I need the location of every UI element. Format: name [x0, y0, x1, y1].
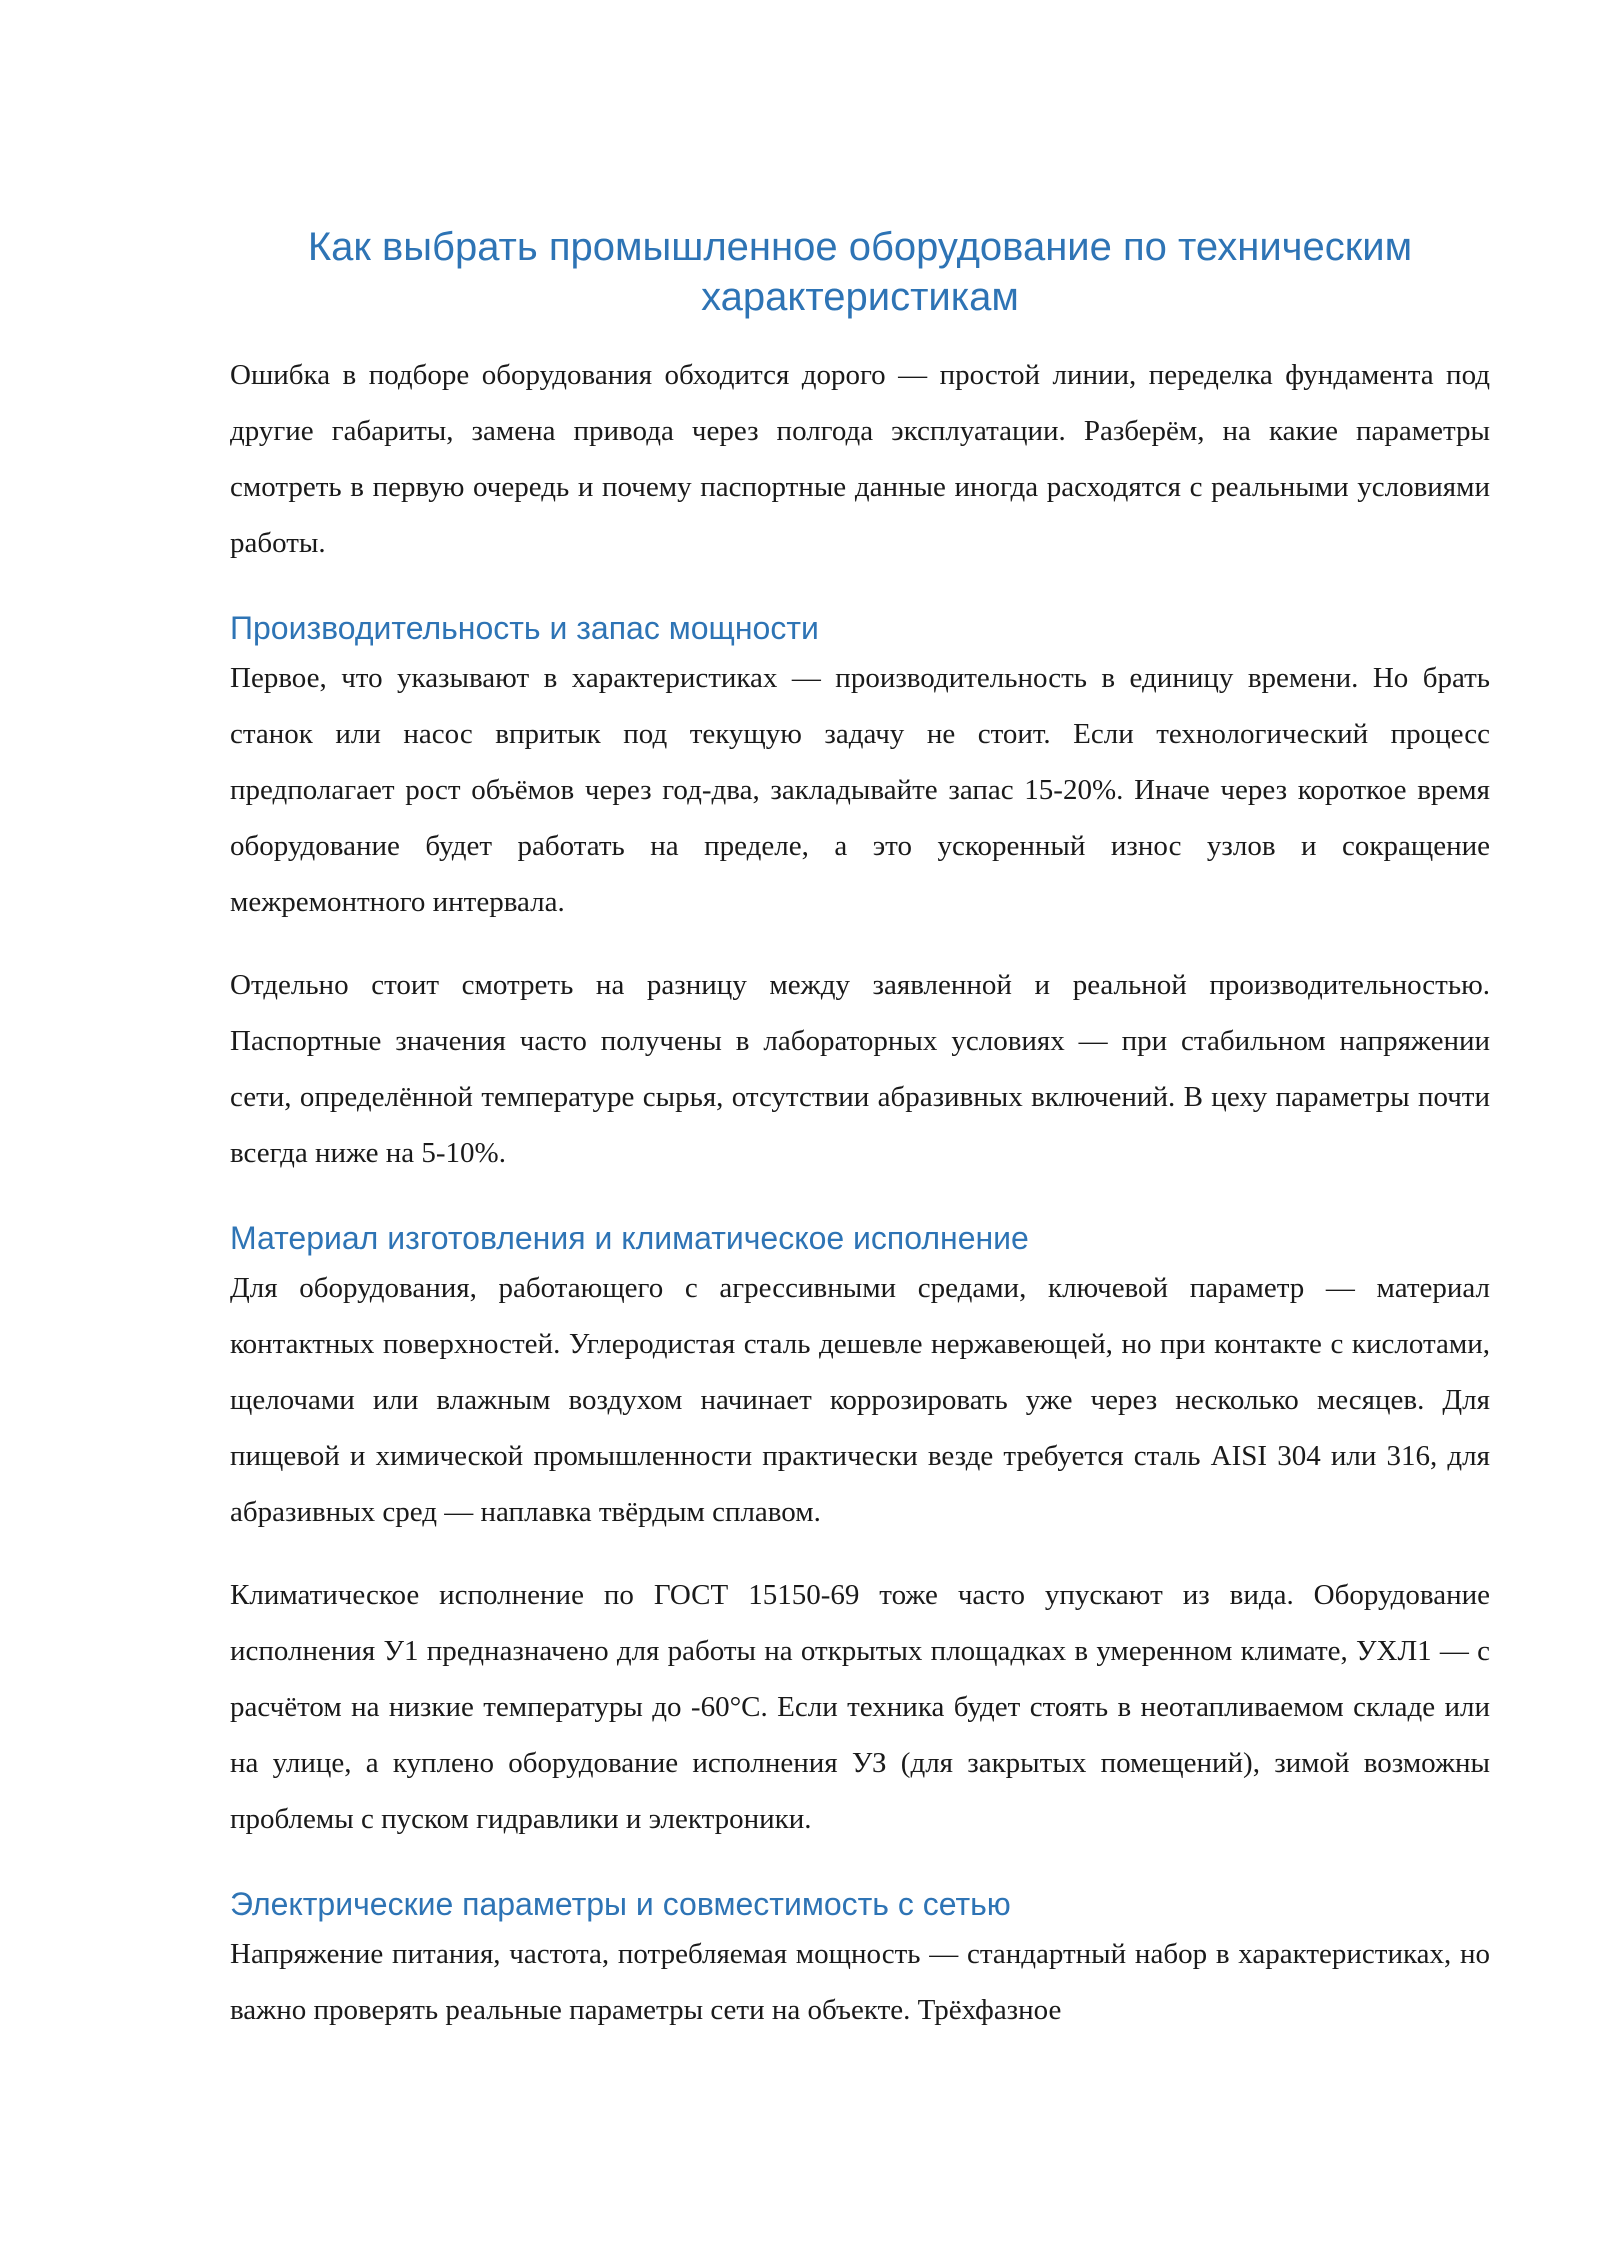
- section-performance: [230, 608, 1490, 1181]
- page-title: Как выбрать промышленное оборудование по техническим характеристикам: [307, 225, 1413, 319]
- body-paragraph: Первое, что указывают в характеристиках — производительность в единицу времени. Но брать станок или насос впритык под текущую задачу не стоит. Если технологический процесс предполагает рост объёмов через год-два, закладывайте запас 15-20%. Иначе через короткое время оборудование будет работать на пределе, а это ускоренный износ узлов и сокращение межремонтного интервала.: [230, 662, 1490, 918]
- section-heading: Электрические параметры и совместимость с сетью: [230, 1886, 1011, 1922]
- document-page: [230, 222, 1490, 2038]
- body-paragraph: Для оборудования, работающего с агрессивными средами, ключевой параметр — материал контактных поверхностей. Углеродистая сталь дешевле нержавеющей, но при контакте с кислотами, щелочами или влажным воздухом начинает коррозировать уже через несколько месяцев. Для пищевой и химической промышленности практически везде требуется сталь AISI 304 или 316, для абразивных сред — наплавка твёрдым сплавом.: [230, 1272, 1490, 1528]
- section-heading: Производительность и запас мощности: [230, 610, 819, 646]
- body-paragraph: Отдельно стоит смотреть на разницу между заявленной и реальной производительностью. Паспортные значения часто получены в лабораторных условиях — при стабильном напряжении сети, определённой температуре сырья, отсутствии абразивных включений. В цеху параметры почти всегда ниже на 5-10%.: [230, 969, 1490, 1169]
- body-paragraph: Напряжение питания, частота, потребляемая мощность — стандартный набор в характеристиках, но важно проверять реальные параметры сети на объекте. Трёхфазное: [230, 1938, 1490, 2026]
- section-electrical: [230, 1884, 1490, 2038]
- intro-paragraph: Ошибка в подборе оборудования обходится дорого — простой линии, переделка фундамента под другие габариты, замена привода через полгода эксплуатации. Разберём, на какие параметры смотреть в первую очередь и почему паспортные данные иногда расходятся с реальными условиями работы.: [230, 359, 1490, 559]
- body-paragraph: Климатическое исполнение по ГОСТ 15150-69 тоже часто упускают из вида. Оборудование исполнения У1 предназначено для работы на открытых площадках в умеренном климате, УХЛ1 — с расчётом на низкие температуры до -60°С. Если техника будет стоять в неотапливаемом складе или на улице, а куплено оборудование исполнения УЗ (для закрытых помещений), зимой возможны проблемы с пуском гидравлики и электроники.: [230, 1579, 1490, 1835]
- section-heading: Материал изготовления и климатическое исполнение: [230, 1220, 1029, 1256]
- section-materials: [230, 1218, 1490, 1847]
